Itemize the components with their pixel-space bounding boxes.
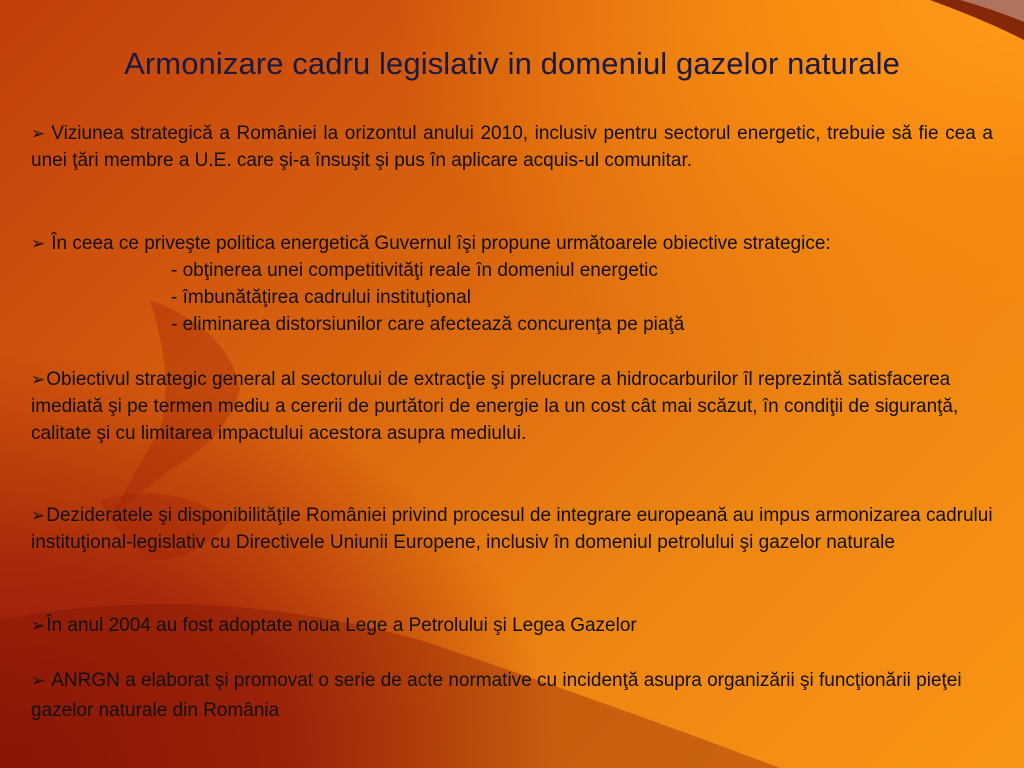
paragraph-energy-policy <box>31 230 993 338</box>
paragraph-text: ANRGN a elaborat şi promovat o serie de acte normative cu incidenţă asupra organizării şi funcţionării pieţei gazelor naturale din România <box>31 670 962 721</box>
paragraph-text: În anul 2004 au fost adoptate noua Lege a Petrolului şi Legea Gazelor <box>46 615 637 636</box>
objective-item: - eliminarea distorsiunilor care afectează concurenţa pe piaţă <box>171 314 685 335</box>
paragraph-text: Dezideratele şi disponibilităţile României privind procesul de integrare europeană au impus armonizarea cadrului instituţional-legislativ cu Directivele Uniunii Europene, inclusiv în domeniul petrolului şi gazelor naturale <box>31 505 993 553</box>
arrow-bullet-icon: ➢ <box>31 370 46 389</box>
arrow-bullet-icon: ➢ <box>31 616 46 635</box>
arrow-bullet-icon: ➢ <box>31 671 46 690</box>
paragraph-text: Viziunea strategică a României la orizontul anului 2010, inclusiv pentru sectorul energetic, trebuie să fie cea a unei ţări membre a U.E. care şi-a însuşit şi pus în aplicare acquis-ul comunitar. <box>31 123 993 171</box>
paragraph-integration <box>31 502 993 556</box>
arrow-bullet-icon: ➢ <box>31 234 46 253</box>
paragraph-strategic-objective <box>31 366 993 447</box>
paragraph-laws-2004 <box>31 612 993 639</box>
paragraph-vision <box>31 120 993 174</box>
objective-item: - obţinerea unei competitivităţi reale în domeniul energetic <box>171 260 658 281</box>
paragraph-text: Obiectivul strategic general al sectorului de extracţie şi prelucrare a hidrocarburilor îl reprezintă satisfacerea imediată şi pe termen mediu a cererii de purtători de energie la un cost cât mai scăzut, în condiţii de siguranţă, calitate şi cu limitarea impactului acestora asupra mediului. <box>31 369 959 444</box>
paragraph-text: În ceea ce priveşte politica energetică Guvernul îşi propune următoarele obiective strategice: <box>51 233 831 254</box>
slide-title: Armonizare cadru legislativ in domeniul gazelor naturale <box>124 46 900 81</box>
objective-item: - îmbunătăţirea cadrului instituţional <box>171 287 471 308</box>
arrow-bullet-icon: ➢ <box>31 124 46 143</box>
paragraph-anrgn <box>31 666 993 726</box>
arrow-bullet-icon: ➢ <box>31 506 46 525</box>
